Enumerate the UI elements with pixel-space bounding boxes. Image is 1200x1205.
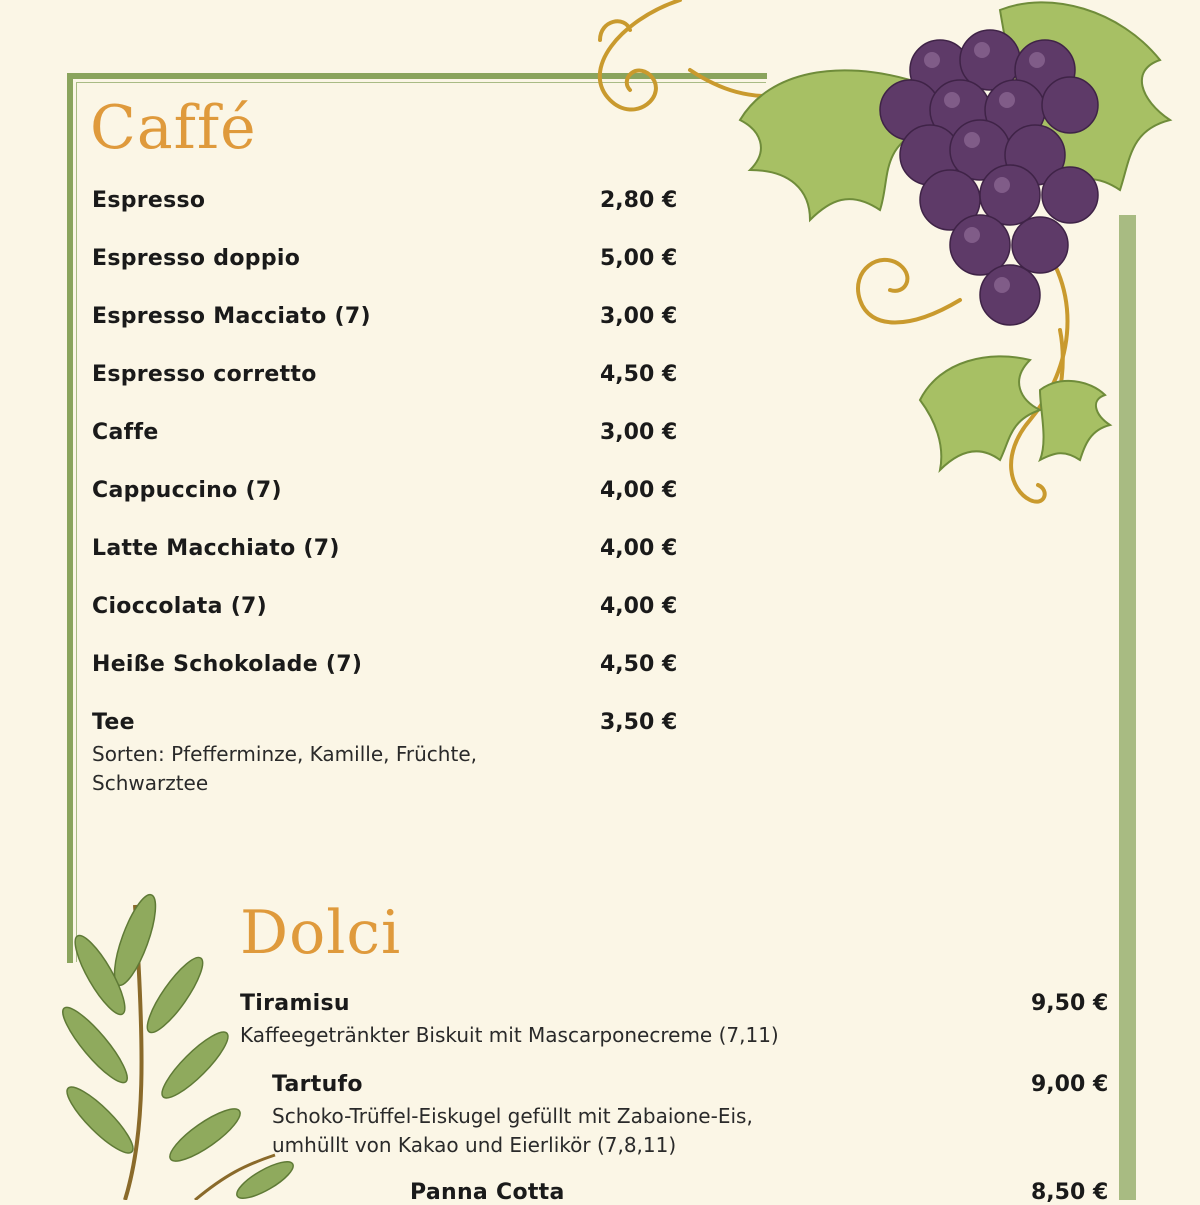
item-price: 4,50 € xyxy=(600,362,678,387)
item-description-line: Schwarztee xyxy=(92,771,209,795)
item-name: Espresso corretto xyxy=(92,362,317,387)
item-price: 3,00 € xyxy=(600,304,678,329)
item-name: Cappuccino (7) xyxy=(92,478,282,503)
item-price: 2,80 € xyxy=(600,188,678,213)
item-price: 4,00 € xyxy=(600,478,678,503)
item-description xyxy=(92,740,572,798)
item-price: 4,00 € xyxy=(600,536,678,561)
item-name: Cioccolata (7) xyxy=(92,594,268,619)
item-description-line: umhüllt von Kakao und Eierlikör (7,8,11) xyxy=(272,1133,677,1157)
item-price: 9,00 € xyxy=(1031,1072,1109,1097)
frame-inner-left-line xyxy=(76,82,77,962)
item-name: Espresso doppio xyxy=(92,246,301,271)
item-price: 3,00 € xyxy=(600,420,678,445)
item-name: Panna Cotta xyxy=(410,1180,565,1205)
item-description xyxy=(272,1102,872,1160)
item-price: 3,50 € xyxy=(600,710,678,735)
item-price: 9,50 € xyxy=(1031,991,1109,1016)
item-name: Espresso xyxy=(92,188,206,213)
item-name: Caffe xyxy=(92,420,159,445)
item-name: Tartufo xyxy=(272,1072,363,1097)
item-name: Latte Macchiato (7) xyxy=(92,536,340,561)
item-name: Tiramisu xyxy=(240,991,350,1016)
item-description-line: Schoko-Trüffel-Eiskugel gefüllt mit Zabaione-Eis, xyxy=(272,1104,753,1128)
item-name: Tee xyxy=(92,710,135,735)
item-price: 5,00 € xyxy=(600,246,678,271)
item-description xyxy=(240,1021,860,1050)
caffe-section-title: Caffé xyxy=(90,93,257,163)
item-description-line: Kaffeegetränkter Biskuit mit Mascarponecreme (7,11) xyxy=(240,1023,779,1047)
item-name: Espresso Macciato (7) xyxy=(92,304,371,329)
item-price: 8,50 € xyxy=(1031,1180,1109,1205)
item-description-line: Sorten: Pfefferminze, Kamille, Früchte, xyxy=(92,742,477,766)
item-name: Heiße Schokolade (7) xyxy=(92,652,363,677)
item-price: 4,50 € xyxy=(600,652,678,677)
item-price: 4,00 € xyxy=(600,594,678,619)
frame-left-border xyxy=(67,73,73,963)
dolci-section-title: Dolci xyxy=(240,898,402,968)
